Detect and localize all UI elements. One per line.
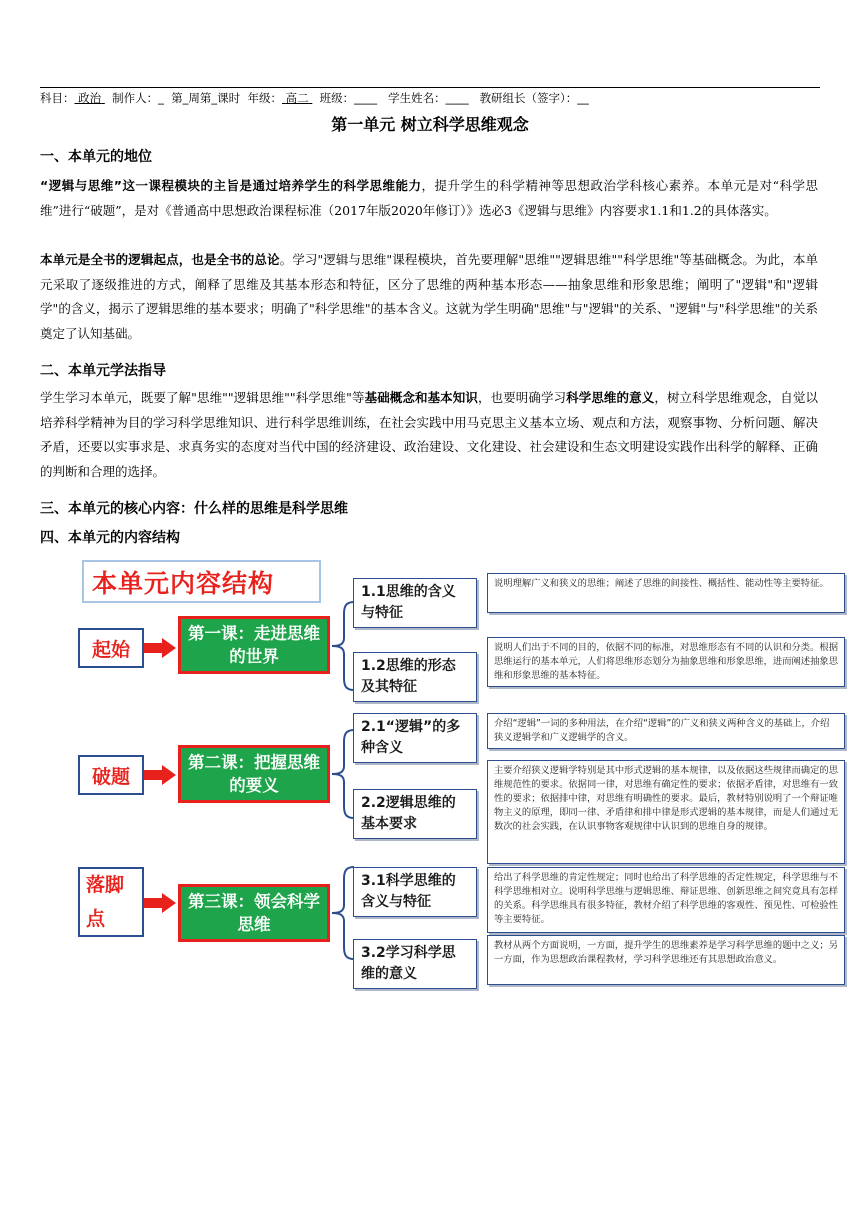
lesson-3-box: 第三课：领会科学思维 <box>178 884 330 942</box>
stage-tag-landing: 落脚点 <box>78 867 144 937</box>
section-3-1-box: 3.1科学思维的含义与特征 <box>353 867 477 917</box>
content-structure-diagram <box>0 555 860 1005</box>
subject-label: 科目： <box>40 91 75 105</box>
right-arrow-icon <box>144 893 176 913</box>
diagram-header: 本单元内容结构 <box>82 560 321 603</box>
week-label: 第_周第_课时 <box>171 91 241 105</box>
grade-label: 年级： <box>247 91 282 105</box>
meta-line <box>40 90 820 106</box>
right-arrow-icon <box>144 765 176 785</box>
section-1-para-1: “逻辑与思维”这一课程模块的主旨是通过培养学生的科学思维能力，提升学生的科学精神等思想政治学科核心素养。本单元是对“科学思维”进行“破题”，是对《普通高中思想政治课程标准（2017年版2020年修订）》选必3《逻辑与思维》内容要求1.1和1.2的具体落实。 <box>40 178 818 218</box>
page-title: 第一单元 树立科学思维观念 <box>331 115 529 134</box>
section-3-1-desc: 给出了科学思维的肯定性规定；同时也给出了科学思维的否定性规定，科学思维与不科学思维相对立。说明科学思维与逻辑思维、辩证思维、创新思维之间究竟具有怎样的关系。科学思维具有很多特征，教材介绍了科学思维的客观性、预见性、可检验性等主要特征。 <box>487 867 845 933</box>
stage-tag-breakthrough: 破题 <box>78 755 144 795</box>
section-2-para: 学生学习本单元，既要了解"思维""逻辑思维""科学思维"等基础概念和基本知识，也要明确学习科学思维的意义，树立科学思维观念，自觉以培养科学精神为目的学习科学思维知识、进行科学思维训练，在社会实践中用马克思主义基本立场、观点和方法，观察事物、分析问题、解决矛盾，还要以实事求是、求真务实的态度对当代中国的经济建设、政治建设、文化建设、社会建设和生态文明建设实践作出科学的解释、正确的判断和合理的选择。 <box>40 390 818 479</box>
subject-value: 政治 <box>78 91 102 105</box>
section-2-2-desc: 主要介绍狭义逻辑学特别是其中形式逻辑的基本规律，以及依据这些规律而确定的思维规范性的要求。依据同一律，对思维有确定性的要求；依据矛盾律，对思维有一致性的要求；依据排中律，对思维有明确性的要求。最后，教材特别说明了一个辩证唯物主义的原理，即同一律、矛盾律和排中律是形式逻辑的基本规律，而是人们通过无数次的社会实践，在认识事物客观规律中认识到的思维自身的规律。 <box>487 760 845 864</box>
section-1-1-box: 1.1思维的含义与特征 <box>353 578 477 628</box>
maker-label: 制作人：_ <box>112 91 164 105</box>
student-label: 学生姓名：____ <box>388 91 469 105</box>
lesson-1-box: 第一课：走进思维的世界 <box>178 616 330 674</box>
section-2-1-desc: 介绍“逻辑”一词的多种用法，在介绍“逻辑”的广义和狭义两种含义的基础上，介绍狭义逻辑学和广义逻辑学的含义。 <box>487 713 845 749</box>
section-2-heading: 二、本单元学法指导 <box>40 363 166 379</box>
grade-value: 高二 <box>285 91 309 105</box>
section-2-1-box: 2.1“逻辑”的多种含义 <box>353 713 477 763</box>
section-3-2-box: 3.2学习科学思维的意义 <box>353 939 477 989</box>
section-1-para-2: 本单元是全书的逻辑起点，也是全书的总论。学习"逻辑与思维"课程模块，首先要理解"思维""逻辑思维""科学思维"等基础概念。为此，本单元采取了逐级推进的方式，阐释了思维及其基本形态和特征，区分了思维的两种基本形态——抽象思维和形象思维；阐明了"逻辑"和"逻辑学"的含义，揭示了逻辑思维的基本要求；明确了"科学思维"的基本含义。这就为学生明确"思维"与"逻辑"的关系、"逻辑"与"科学思维"的关系奠定了认知基础。 <box>40 252 818 341</box>
section-3-2-desc: 教材从两个方面说明，一方面，提升学生的思维素养是学习科学思维的题中之义；另一方面，作为思想政治课程教材，学习科学思维还有其思想政治意义。 <box>487 935 845 985</box>
section-1-1-desc: 说明理解广义和狭义的思维；阐述了思维的间接性、概括性、能动性等主要特征。 <box>487 573 845 613</box>
section-1-heading: 一、本单元的地位 <box>40 149 152 165</box>
right-arrow-icon <box>144 638 176 658</box>
section-4-heading: 四、本单元的内容结构 <box>40 530 180 546</box>
stage-tag-start: 起始 <box>78 628 144 668</box>
lesson-2-box: 第二课：把握思维的要义 <box>178 745 330 803</box>
class-label: 班级：____ <box>319 91 378 105</box>
section-2-2-box: 2.2逻辑思维的基本要求 <box>353 789 477 839</box>
section-3-heading: 三、本单元的核心内容：什么样的思维是科学思维 <box>40 501 348 517</box>
leader-label: 教研组长（签字）：__ <box>479 91 589 105</box>
header-rule <box>40 87 820 88</box>
section-1-2-desc: 说明人们出于不同的目的，依据不同的标准，对思维形态有不同的认识和分类。根据思维运行的基本单元，人们将思维形态划分为抽象思维和形象思维，进而阐述抽象思维和形象思维的基本特征。 <box>487 637 845 687</box>
section-1-2-box: 1.2思维的形态及其特征 <box>353 652 477 702</box>
